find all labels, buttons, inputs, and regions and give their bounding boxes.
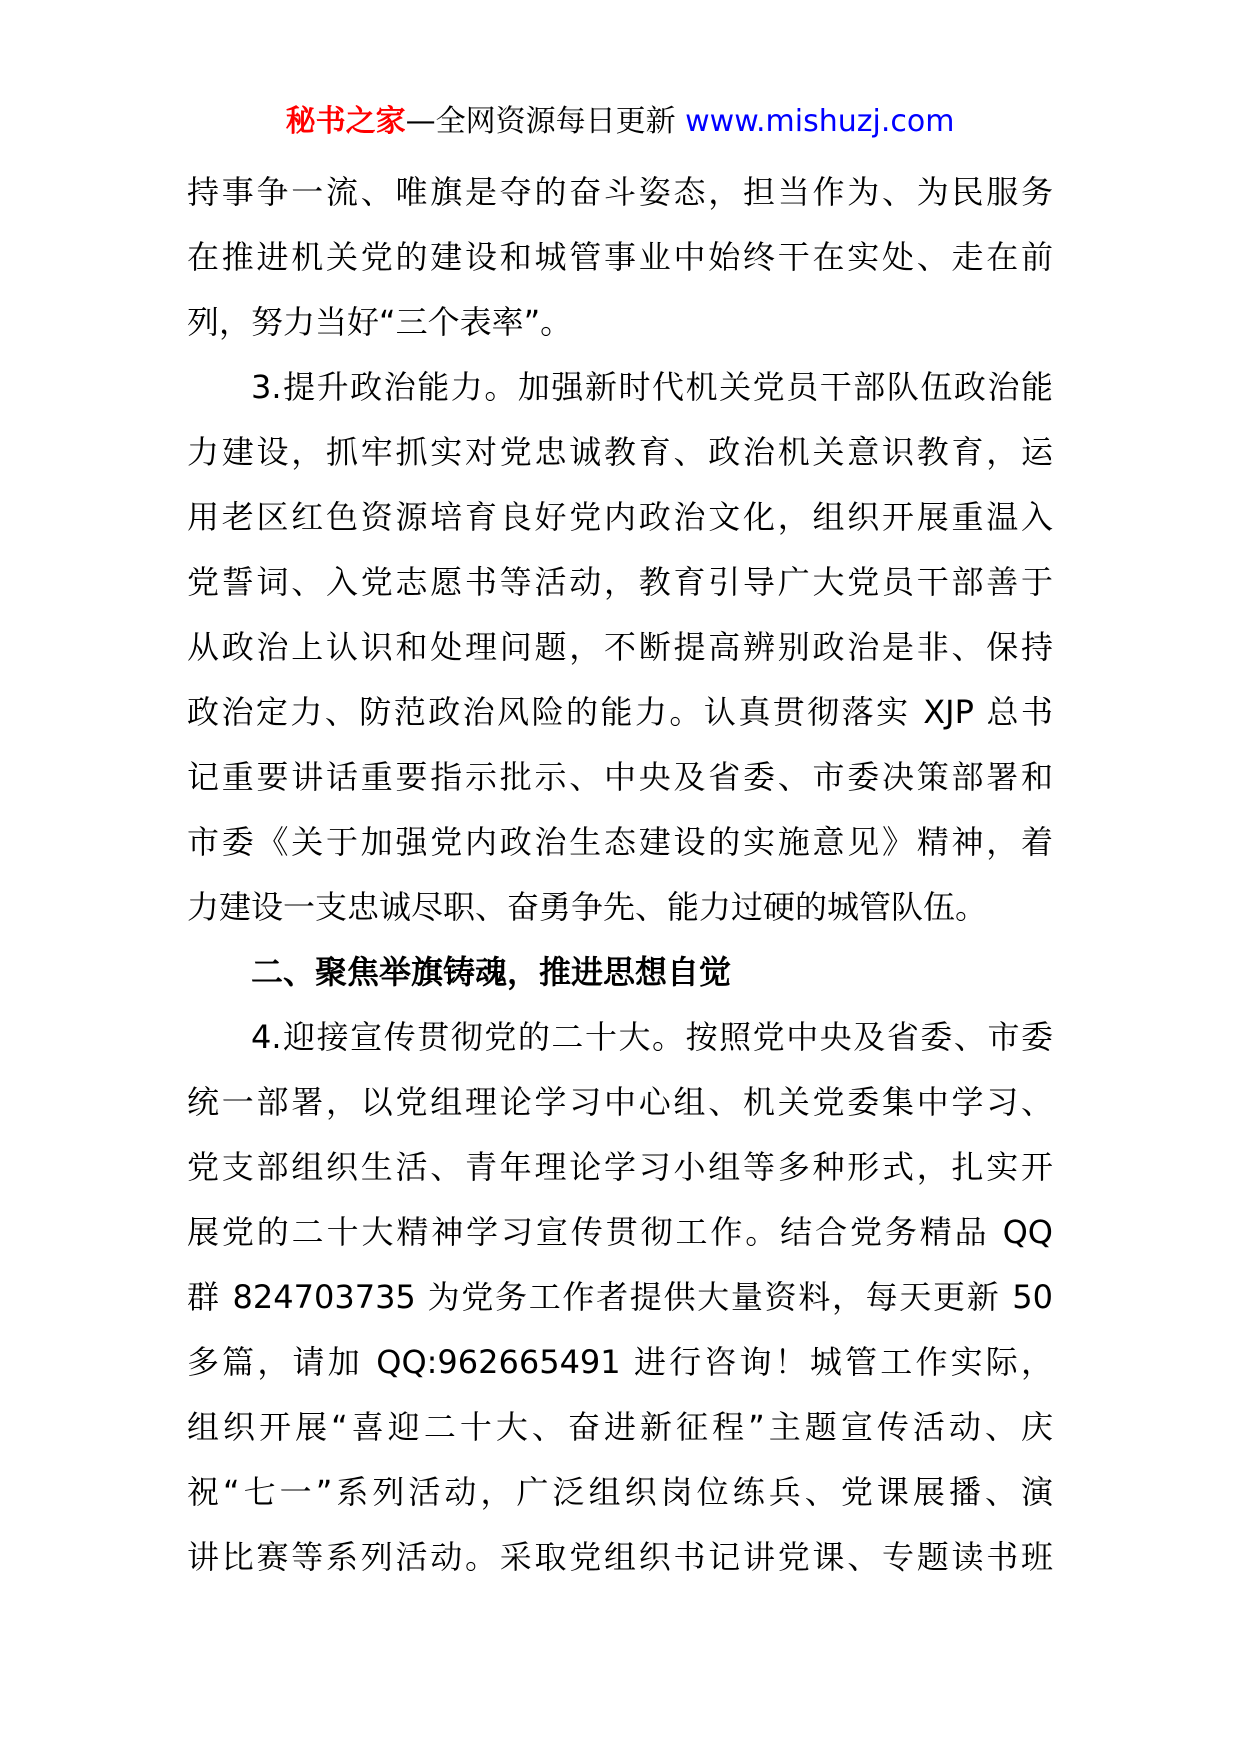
text-line: 力建设，抓牢抓实对党忠诚教育、政治机关意识教育，运 (187, 433, 1053, 471)
text-line: 力建设一支忠诚尽职、奋勇争先、能力过硬的城管队伍。 (187, 888, 988, 926)
text-line: 统一部署，以党组理论学习中心组、机关党委集中学习、 (187, 1083, 1053, 1121)
text-line: 展党的二十大精神学习宣传贯彻工作。结合党务精品 QQ (187, 1213, 1053, 1251)
text-line: 政治定力、防范政治风险的能力。认真贯彻落实 XJP 总书 (187, 693, 1053, 731)
page-header (0, 102, 1240, 142)
brand-name: 秘书之家 (285, 104, 406, 139)
text-line: 祝“七一”系列活动，广泛组织岗位练兵、党课展播、演 (187, 1473, 1053, 1511)
header-tagline: —全网资源每日更新 (405, 104, 676, 139)
document-body (187, 160, 1053, 1590)
text-line: 3.提升政治能力。加强新时代机关党员干部队伍政治能 (251, 368, 1053, 406)
text-line: 持事争一流、唯旗是夺的奋斗姿态，担当作为、为民服务 (187, 173, 1053, 211)
text-line: 党誓词、入党志愿书等活动，教育引导广大党员干部善于 (187, 563, 1053, 601)
text-line: 用老区红色资源培育良好党内政治文化，组织开展重温入 (187, 498, 1053, 536)
text-line: 从政治上认识和处理问题，不断提高辨别政治是非、保持 (187, 628, 1053, 666)
text-line: 列，努力当好“三个表率”。 (187, 303, 573, 341)
text-line: 4.迎接宣传贯彻党的二十大。按照党中央及省委、市委 (251, 1018, 1053, 1056)
text-line: 记重要讲话重要指示批示、中央及省委、市委决策部署和 (187, 758, 1053, 796)
text-line: 组织开展“喜迎二十大、奋进新征程”主题宣传活动、庆 (187, 1408, 1053, 1446)
text-line: 党支部组织生活、青年理论学习小组等多种形式，扎实开 (187, 1148, 1053, 1186)
text-line: 市委《关于加强党内政治生态建设的实施意见》精神，着 (187, 823, 1053, 861)
text-line: 在推进机关党的建设和城管事业中始终干在实处、走在前 (187, 238, 1053, 276)
website-link[interactable]: www.mishuzj.com (685, 104, 955, 139)
text-line: 多篇，请加 QQ:962665491 进行咨询！城管工作实际， (187, 1343, 1053, 1381)
section-heading: 二、聚焦举旗铸魂，推进思想自觉 (251, 953, 732, 991)
text-line: 群 824703735 为党务工作者提供大量资料，每天更新 50 (187, 1278, 1053, 1316)
text-line: 讲比赛等系列活动。采取党组织书记讲党课、专题读书班 (187, 1538, 1053, 1576)
